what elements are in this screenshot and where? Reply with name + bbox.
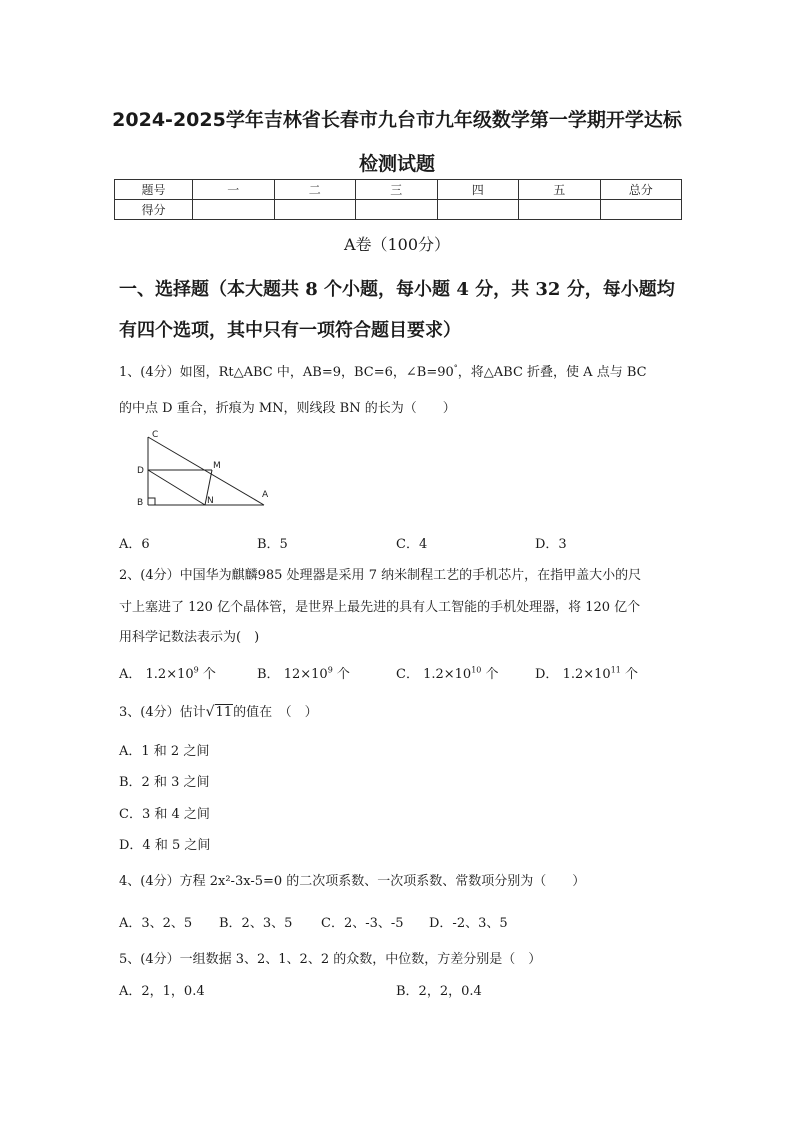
- score-table-score-row: [115, 200, 682, 220]
- q2-option-d-base: 1.2×10: [562, 667, 611, 682]
- q2-option-b-base: 12×10: [283, 667, 328, 682]
- q2-option-c-exp: 10: [471, 665, 482, 675]
- q4-stem: 4、(4分）方程 2x²-3x-5=0 的二次项系数、一次项系数、常数项分别为（ ）: [119, 874, 586, 889]
- part1-heading-line-1: 一、选择题（本大题共 8 个小题，每小题 4 分，共 32 分，每小题均: [119, 279, 675, 300]
- q2-option-a: [119, 663, 216, 682]
- q1-line-1-a: 1、(4分）如图，Rt△ABC 中，AB=9，BC=6，∠B=90: [119, 365, 454, 380]
- q2-option-b-unit: 个: [336, 667, 350, 682]
- label-a: A: [262, 490, 269, 500]
- q2-option-b-exp: 9: [327, 665, 333, 675]
- score-header-cell: 五: [519, 180, 601, 200]
- q2-line-3: 用科学记数法表示为( ): [119, 630, 260, 645]
- q3-option-d: D．4 和 5 之间: [119, 838, 211, 853]
- q1-option-d: D．3: [535, 537, 567, 552]
- q1-degree: °: [453, 363, 458, 373]
- q2-option-a-unit: 个: [202, 667, 216, 682]
- q5-option-b: B．2，2，0.4: [396, 984, 482, 999]
- q2-option-a-base: 1.2×10: [145, 667, 194, 682]
- score-header-cell: 题号: [115, 180, 193, 200]
- q2-option-d-exp: 11: [610, 665, 621, 675]
- q2-option-a-label: A．: [119, 667, 142, 682]
- score-header-cell: 一: [193, 180, 275, 200]
- score-header-cell: 三: [356, 180, 438, 200]
- right-angle-mark: [148, 498, 155, 505]
- score-table-header-row: [115, 180, 682, 200]
- q4-option-c: C．2、-3、-5: [321, 916, 404, 931]
- score-row-label: 得分: [115, 200, 193, 220]
- q3-option-b: B．2 和 3 之间: [119, 775, 210, 790]
- segment-ca: [148, 437, 264, 505]
- q5-stem: 5、(4分）一组数据 3、2、1、2、2 的众数，中位数，方差分别是（ ）: [119, 952, 542, 967]
- q3-stem: [119, 701, 318, 720]
- score-cell: [600, 200, 682, 220]
- q1-line-1: [119, 361, 647, 380]
- q4-option-a: A．3、2、5: [119, 916, 193, 931]
- title-line-2: 检测试题: [358, 153, 435, 175]
- score-header-cell: 总分: [600, 180, 682, 200]
- q1-triangle-figure: [134, 427, 274, 509]
- score-header-cell: 四: [437, 180, 519, 200]
- label-m: M: [213, 461, 221, 471]
- q2-option-b: [257, 663, 350, 682]
- q2-option-c: [396, 663, 499, 682]
- q5-option-a: A．2，1，0.4: [119, 984, 205, 999]
- q2-line-2: 寸上塞进了 120 亿个晶体管，是世界上最先进的具有人工智能的手机处理器，将 120 亿个: [119, 600, 641, 615]
- q1-line-1-b: ，将△ABC 折叠，使 A 点与 BC: [457, 365, 647, 380]
- q2-option-c-base: 1.2×10: [423, 667, 472, 682]
- label-c: C: [152, 430, 159, 440]
- q2-option-c-unit: 个: [485, 667, 499, 682]
- score-cell: [519, 200, 601, 220]
- q2-option-d-label: D．: [535, 667, 559, 682]
- part1-heading-line-2: 有四个选项，其中只有一项符合题目要求）: [119, 320, 461, 341]
- score-cell: [193, 200, 275, 220]
- q2-option-a-exp: 9: [193, 665, 199, 675]
- q1-option-c: C．4: [396, 537, 428, 552]
- q3-prefix: 3、(4分）估计: [119, 705, 206, 720]
- score-cell: [356, 200, 438, 220]
- q3-suffix: 的值在 （ ）: [233, 705, 318, 720]
- title-line-1: 2024-2025学年吉林省长春市九台市九年级数学第一学期开学达标: [112, 109, 682, 131]
- label-n: N: [207, 496, 214, 506]
- score-table: [114, 179, 682, 220]
- q3-option-c: C．3 和 4 之间: [119, 807, 210, 822]
- score-cell: [274, 200, 356, 220]
- q1-option-b: B．5: [257, 537, 288, 552]
- q2-option-d: [535, 663, 638, 682]
- q3-sqrt: √11: [205, 704, 233, 720]
- section-a-title: A卷（100分）: [343, 235, 451, 254]
- segment-dn: [148, 470, 205, 505]
- label-b: B: [137, 498, 144, 508]
- q2-option-b-label: B．: [257, 667, 280, 682]
- q2-line-1: 2、(4分）中国华为麒麟985 处理器是采用 7 纳米制程工艺的手机芯片，在指甲盖大小的尺: [119, 568, 642, 583]
- q1-option-a: A．6: [119, 537, 150, 552]
- score-header-cell: 二: [274, 180, 356, 200]
- q3-radicand: 11: [215, 705, 233, 720]
- label-d: D: [137, 466, 144, 476]
- q4-option-d: D．-2、3、5: [429, 916, 508, 931]
- q3-option-a: A．1 和 2 之间: [119, 744, 210, 759]
- q4-option-b: B．2、3、5: [219, 916, 293, 931]
- q2-option-c-label: C．: [396, 667, 419, 682]
- q2-option-d-unit: 个: [625, 667, 639, 682]
- score-cell: [437, 200, 519, 220]
- q1-line-2: 的中点 D 重合，折痕为 MN，则线段 BN 的长为（ ）: [119, 401, 456, 416]
